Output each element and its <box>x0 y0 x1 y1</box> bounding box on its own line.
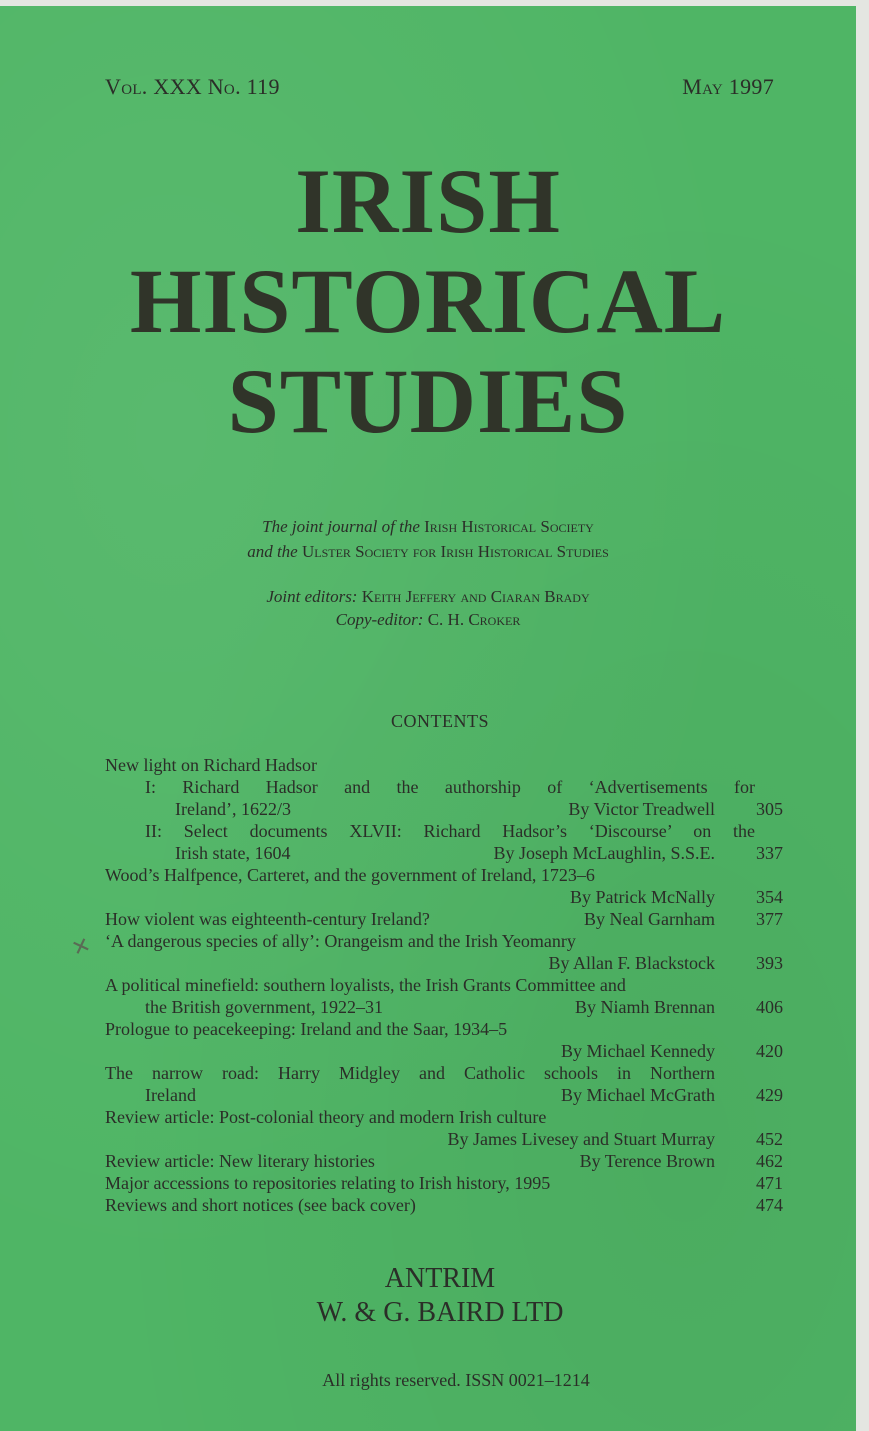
publisher-name: W. & G. BAIRD LTD <box>316 1297 564 1328</box>
toc-title: The narrow road: Harry Midgley and Catholic schools in Northern <box>105 1063 715 1083</box>
editors-label: Joint editors: <box>266 587 358 606</box>
copy-editor-name: C. H. Croker <box>427 610 521 629</box>
toc-page: 305 <box>756 799 783 819</box>
toc-line <box>105 1040 783 1062</box>
toc-title: the British government, 1922–31 <box>145 997 383 1017</box>
toc-title: Review article: New literary histories <box>105 1151 375 1171</box>
masthead-line-3: STUDIES <box>227 350 629 452</box>
publisher-place: ANTRIM <box>384 1263 496 1294</box>
contents-heading: CONTENTS <box>391 711 489 731</box>
toc-page: 420 <box>756 1041 783 1061</box>
toc-title: New light on Richard Hadsor <box>105 755 317 775</box>
toc-title: I: Richard Hadsor and the authorship of ‘Advertisements for <box>145 777 755 797</box>
toc-title: Irish state, 1604 <box>175 843 291 863</box>
toc-title: How violent was eighteenth-century Ireland? <box>105 909 430 929</box>
toc-author: By Victor Treadwell <box>568 799 715 819</box>
toc-title: II: Select documents XLVII: Richard Hadsor’s ‘Discourse’ on the <box>145 821 755 841</box>
toc-line <box>105 776 783 798</box>
toc-author: By Patrick McNally <box>570 887 715 907</box>
toc-page: 406 <box>756 997 783 1017</box>
issue-date: May 1997 <box>682 74 774 99</box>
toc-title: Wood’s Halfpence, Carteret, and the government of Ireland, 1723–6 <box>105 865 595 885</box>
toc-line <box>105 1062 783 1084</box>
volume-number: Vol. XXX No. 119 <box>105 74 280 99</box>
pencil-cross-mark: ✕ <box>68 931 94 962</box>
toc-line <box>105 996 783 1018</box>
rights-and-issn: All rights reserved. ISSN 0021–1214 <box>322 1370 590 1390</box>
contents-list <box>105 754 783 1216</box>
toc-page: 474 <box>756 1195 783 1215</box>
toc-line <box>105 974 783 996</box>
toc-line <box>105 820 783 842</box>
toc-author: By Niamh Brennan <box>575 997 715 1017</box>
toc-line <box>105 798 783 820</box>
toc-page: 354 <box>756 887 783 907</box>
toc-page: 462 <box>756 1151 783 1171</box>
toc-line <box>105 1194 783 1216</box>
toc-author: By Joseph McLaughlin, S.S.E. <box>493 843 715 863</box>
toc-line <box>105 864 783 886</box>
toc-title: Review article: Post-colonial theory and modern Irish culture <box>105 1107 547 1127</box>
toc-page: 393 <box>756 953 783 973</box>
toc-author: By James Livesey and Stuart Murray <box>447 1129 715 1149</box>
toc-author: By Michael McGrath <box>561 1085 715 1105</box>
society-1: Irish Historical Society <box>424 517 594 536</box>
toc-title: ‘A dangerous species of ally’: Orangeism and the Irish Yeomanry <box>105 931 576 951</box>
masthead-line-2: HISTORICAL <box>129 250 727 352</box>
toc-page: 337 <box>756 843 783 863</box>
toc-page: 377 <box>756 909 783 929</box>
and-the: and the <box>247 542 298 561</box>
toc-author: By Neal Garnham <box>584 909 715 929</box>
toc-line <box>105 1150 783 1172</box>
toc-title: A political minefield: southern loyalists, the Irish Grants Committee and <box>105 975 626 995</box>
toc-line <box>105 908 783 930</box>
toc-author: By Allan F. Blackstock <box>548 953 715 973</box>
second-society-line <box>0 541 856 563</box>
journal-cover <box>0 6 856 1431</box>
toc-line <box>105 1084 783 1106</box>
toc-line <box>105 842 783 864</box>
toc-line <box>105 1106 783 1128</box>
toc-line <box>105 930 783 952</box>
editors-line <box>0 586 856 608</box>
society-2: Ulster Society for Irish Historical Studies <box>301 542 609 561</box>
toc-author: By Terence Brown <box>579 1151 715 1171</box>
toc-page: 471 <box>756 1173 783 1193</box>
toc-page: 452 <box>756 1129 783 1149</box>
toc-line <box>105 1128 783 1150</box>
toc-line <box>105 1172 783 1194</box>
toc-title: Reviews and short notices (see back cover) <box>105 1195 416 1215</box>
toc-author: By Michael Kennedy <box>561 1041 715 1061</box>
copy-editor-line <box>0 609 856 631</box>
toc-page: 429 <box>756 1085 783 1105</box>
toc-line <box>105 1018 783 1040</box>
toc-title: Major accessions to repositories relating to Irish history, 1995 <box>105 1173 551 1193</box>
editors-names: Keith Jeffery and Ciaran Brady <box>361 587 590 606</box>
toc-line <box>105 754 783 776</box>
copy-editor-label: Copy-editor: <box>335 610 424 629</box>
toc-title: Prologue to peacekeeping: Ireland and the Saar, 1934–5 <box>105 1019 508 1039</box>
masthead-line-1: IRISH <box>295 150 561 252</box>
joint-prefix: The joint journal of the <box>262 517 420 536</box>
toc-line <box>105 952 783 974</box>
toc-title: Ireland’, 1622/3 <box>175 799 291 819</box>
toc-line <box>105 886 783 908</box>
toc-title: Ireland <box>145 1085 196 1105</box>
joint-journal-line <box>0 516 856 538</box>
